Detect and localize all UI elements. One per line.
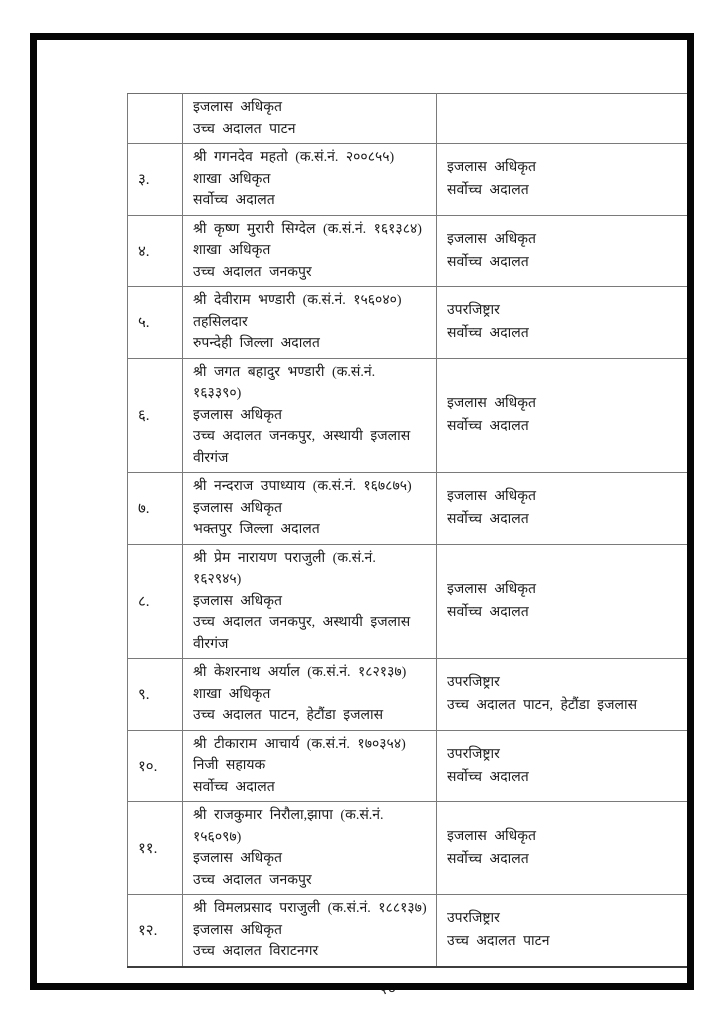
assigned-court-text: सर्वोच्च अदालत	[447, 326, 529, 342]
table-row	[128, 94, 694, 144]
assigned-post-text: इजलास अधिकृत	[447, 829, 537, 844]
assigned-court-text: सर्वोच्च अदालत	[447, 852, 529, 867]
assignment-cell	[437, 659, 694, 731]
person-name-text: श्री देवीराम भण्डारी (क.सं.नं. १५६०४०)	[193, 293, 402, 308]
person-cell	[183, 287, 437, 359]
assignment-cell	[437, 895, 694, 967]
person-cell	[183, 802, 437, 895]
post-text: इजलास अधिकृत	[193, 851, 283, 866]
person-name-text: श्री विमलप्रसाद पराजुली (क.सं.नं. १८८१३७)	[193, 901, 427, 916]
table-row	[128, 215, 694, 287]
court-text: उच्च अदालत विराटनगर	[193, 944, 319, 959]
post-text: निजी सहायक	[193, 758, 266, 773]
post-text: तहसिलदार	[193, 314, 248, 330]
person-name-text: श्री राजकुमार निरौला,झापा (क.सं.नं.	[193, 808, 384, 823]
person-name-text-continued: १५६०९७)	[193, 829, 242, 845]
court-text: उच्च अदालत पाटन	[193, 121, 296, 137]
assigned-post-text: इजलास अधिकृत	[447, 582, 537, 598]
table-row	[128, 659, 694, 731]
serial-cell: ४.	[128, 215, 183, 287]
assigned-court-text: सर्वोच्च अदालत	[447, 183, 529, 199]
assigned-post-text: इजलास अधिकृत	[447, 160, 537, 176]
assignment-cell	[437, 544, 694, 659]
court-text: भक्तपुर जिल्ला अदालत	[193, 522, 320, 537]
assignment-cell	[437, 287, 694, 359]
post-text: शाखा अधिकृत	[193, 171, 271, 187]
assigned-post-text: इजलास अधिकृत	[447, 489, 537, 505]
court-text: उच्च अदालत जनकपुर, अस्थायी इजलास	[193, 615, 411, 630]
serial-cell: ८.	[128, 544, 183, 659]
assigned-post-text: उपरजिष्ट्रार	[447, 675, 500, 691]
serial-cell: ७.	[128, 473, 183, 545]
person-name-text: श्री टीकाराम आचार्य (क.सं.नं. १७०३५४)	[193, 736, 406, 752]
person-name-text: श्री नन्दराज उपाध्याय (क.सं.नं. १६७८७५)	[193, 479, 412, 494]
assigned-court-text: सर्वोच्च अदालत	[447, 769, 529, 785]
person-cell	[183, 895, 437, 967]
person-cell	[183, 215, 437, 287]
person-cell	[183, 473, 437, 545]
assignment-cell	[437, 730, 694, 802]
person-cell	[183, 544, 437, 659]
assigned-post-text: उपरजिष्ट्रार	[447, 911, 500, 927]
court-text: रुपन्देही जिल्ला अदालत	[193, 336, 320, 351]
person-name-text: श्री कृष्ण मुरारी सिग्देल (क.सं.नं. १६१३८४)	[193, 221, 422, 237]
assigned-post-text: इजलास अधिकृत	[447, 231, 537, 247]
post-text: शाखा अधिकृत	[193, 686, 271, 702]
person-name-text: श्री केशरनाथ अर्याल (क.सं.नं. १८२१३७)	[193, 665, 407, 680]
serial-cell: ५.	[128, 287, 183, 359]
table-row	[128, 802, 694, 895]
post-text: इजलास अधिकृत	[193, 100, 283, 115]
table-row	[128, 287, 694, 359]
assignment-cell	[437, 473, 694, 545]
court-text: सर्वोच्च अदालत	[193, 193, 275, 208]
post-text: इजलास अधिकृत	[193, 500, 283, 516]
assigned-court-text: उच्च अदालत पाटन	[447, 934, 550, 950]
page-number: २०	[380, 982, 396, 998]
court-text: उच्च अदालत पाटन, हेटौंडा इजलास	[193, 708, 384, 723]
post-text: शाखा अधिकृत	[193, 243, 271, 258]
assignment-cell	[437, 802, 694, 895]
table-row	[128, 544, 694, 659]
person-cell	[183, 144, 437, 216]
assigned-court-text: उच्च अदालत पाटन, हेटौंडा इजलास	[447, 698, 638, 714]
post-text: इजलास अधिकृत	[193, 922, 283, 938]
table-row	[128, 730, 694, 802]
person-cell	[183, 94, 437, 144]
serial-cell: ९.	[128, 659, 183, 731]
assigned-court-text: सर्वोच्च अदालत	[447, 254, 529, 270]
serial-cell: ३.	[128, 144, 183, 216]
officials-table	[127, 93, 694, 968]
court-text: उच्च अदालत जनकपुर, अस्थायी इजलास	[193, 429, 411, 444]
assigned-court-text: सर्वोच्च अदालत	[447, 512, 529, 528]
court-text-continued: वीरगंज	[193, 450, 229, 466]
assignment-cell	[437, 358, 694, 473]
table-row	[128, 144, 694, 216]
assigned-court-text: सर्वोच्च अदालत	[447, 419, 529, 435]
serial-cell: १२.	[128, 895, 183, 967]
serial-cell: १०.	[128, 730, 183, 802]
table-row	[128, 358, 694, 473]
serial-cell: ११.	[128, 802, 183, 895]
person-name-text: श्री प्रेम नारायण पराजुली (क.सं.नं. १६२९४५)	[193, 550, 376, 587]
post-text: इजलास अधिकृत	[193, 407, 283, 423]
court-text: उच्च अदालत जनकपुर	[193, 872, 312, 888]
assignment-cell	[437, 215, 694, 287]
assignment-cell	[437, 94, 694, 144]
court-text-continued: वीरगंज	[193, 636, 229, 652]
serial-cell	[128, 94, 183, 144]
court-text: उच्च अदालत जनकपुर	[193, 264, 312, 280]
table-row	[128, 473, 694, 545]
assignment-cell	[437, 144, 694, 216]
serial-cell: ६.	[128, 358, 183, 473]
assigned-post-text: उपरजिष्ट्रार	[447, 746, 500, 762]
assigned-court-text: सर्वोच्च अदालत	[447, 605, 529, 621]
person-cell	[183, 730, 437, 802]
assigned-post-text: उपरजिष्ट्रार	[447, 303, 500, 319]
table-row	[128, 895, 694, 967]
person-cell	[183, 358, 437, 473]
person-cell	[183, 659, 437, 731]
person-name-text: श्री जगत बहादुर भण्डारी (क.सं.नं. १६३३९०)	[193, 364, 376, 401]
assigned-post-text: इजलास अधिकृत	[447, 396, 537, 412]
post-text: इजलास अधिकृत	[193, 593, 283, 609]
court-text: सर्वोच्च अदालत	[193, 779, 275, 795]
person-name-text: श्री गगनदेव महतो (क.सं.नं. २००८५५)	[193, 150, 395, 165]
